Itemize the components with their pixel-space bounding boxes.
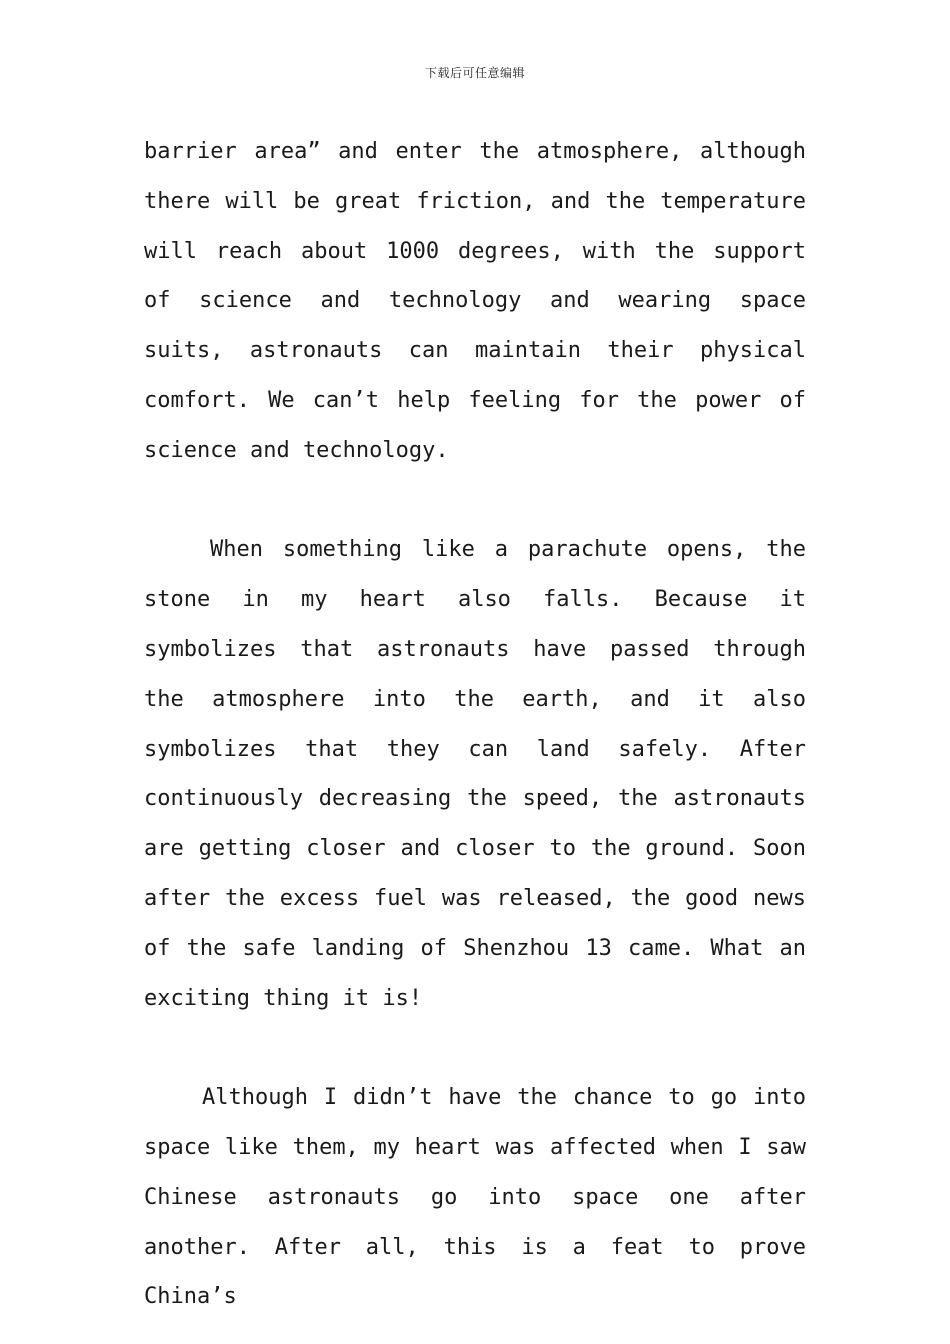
page-header: 下载后可任意编辑 — [424, 66, 525, 80]
paragraph-1: barrier area” and enter the atmosphere, although there will be great friction, and the temperature will reach about 1000 degrees, with the support of science and technology and wearing space suits, astronauts can maintain their physical comfort. We can’t help feeling for the power of science and technology. — [144, 139, 806, 463]
document-body — [144, 127, 806, 1322]
paragraph-3: Although I didn’t have the chance to go into space like them, my heart was affected when I saw Chinese astronauts go into space one after another. After all, this is a feat to prove China’s — [144, 1085, 806, 1310]
paragraph-2: When something like a parachute opens, the stone in my heart also falls. Because it symbolizes that astronauts have passed through the atmosphere into the earth, and it also symbolizes that they can land safely. After continuously decreasing the speed, the astronauts are getting closer and closer to the ground. Soon after the excess fuel was released, the good news of the safe landing of Shenzhou 13 came. What an exciting thing it is! — [144, 537, 806, 1011]
